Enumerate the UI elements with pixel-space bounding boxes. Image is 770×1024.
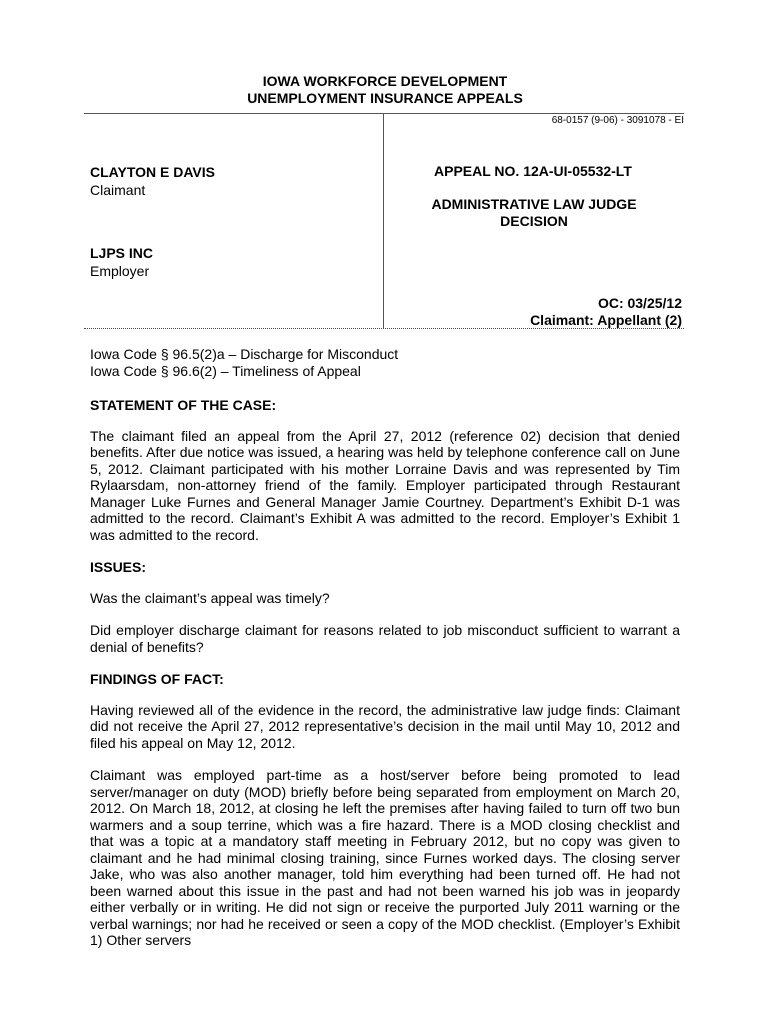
issue-paragraph: Was the claimant’s appeal was timely? [90, 589, 330, 606]
issues-heading: ISSUES: [90, 559, 147, 575]
code-citation: Iowa Code § 96.6(2) – Timeliness of Appeal [90, 362, 361, 379]
employer-block [90, 244, 153, 280]
code-citations [90, 346, 680, 379]
appeal-number: APPEAL NO. 12A-UI-05532-LT [434, 163, 632, 179]
employer-name: LJPS INC [90, 245, 154, 261]
claimant-role: Claimant [90, 182, 146, 198]
issue-paragraph: Did employer discharge claimant for reasons related to job misconduct sufficient to warrant a denial of benefits? [90, 622, 680, 655]
agency-title: IOWA WORKFORCE DEVELOPMENT [262, 73, 508, 89]
header-divider [84, 113, 684, 114]
employer-role: Employer [90, 263, 150, 279]
decision-body [90, 346, 680, 949]
form-number: 68-0157 (9-06) - 3091078 - EI [551, 115, 684, 126]
oc-block [530, 295, 682, 329]
code-citation: Iowa Code § 96.5(2)a – Discharge for Misconduct [90, 346, 399, 362]
statement-paragraph: The claimant filed an appeal from the April 27, 2012 (reference 02) decision that denied benefits. After due notice was issued, a hearing was held by telephone conference call on June 5, 2012. Claimant participated with his mother Lorraine Davis and was represented by Tim Rylaarsdam, non-attorney friend of the family. Employer participated through Restaurant Manager Luke Furnes and General Manager Jamie Courtney. Department’s Exhibit D-1 was admitted to the record. Claimant’s Exhibit A was admitted to the record. Employer’s Exhibit 1 was admitted to the record. [90, 427, 680, 543]
oc-date: OC: 03/25/12 [597, 295, 682, 311]
division-title: UNEMPLOYMENT INSURANCE APPEALS [247, 90, 523, 106]
decision-title [420, 196, 648, 230]
claimant-status: Claimant: Appellant (2) [530, 312, 682, 328]
findings-paragraph: Claimant was employed part-time as a host/server before being promoted to lead server/manager on duty (MOD) briefly before being separated from employment on March 20, 2012. On March 18, 2012, at closing he left the premises after having failed to turn off two bun warmers and a soup terrine, which was a fire hazard. There is a MOD closing checklist and that was a topic at a mandatory staff meeting in February 2012, but no copy was given to claimant and he had minimal closing training, since Furnes worked days. The closing server Jake, who was also another manager, told him everything had been turned off. He had not been warned about this issue in the past and had not been warned his job was in jeopardy either verbally or in writing. He did not sign or receive the purported July 2011 warning or the verbal warnings; nor had he received or seen a copy of the MOD checklist. (Employer’s Exhibit 1) Other servers [90, 767, 680, 948]
claimant-name: CLAYTON E DAVIS [90, 164, 215, 180]
claimant-block [90, 163, 215, 199]
caption-vertical-divider [383, 113, 384, 328]
statement-heading: STATEMENT OF THE CASE: [90, 397, 277, 413]
decision-title-line1: ADMINISTRATIVE LAW JUDGE [431, 196, 637, 212]
decision-title-line2: DECISION [500, 213, 568, 229]
findings-heading: FINDINGS OF FACT: [90, 671, 224, 687]
findings-paragraph: Having reviewed all of the evidence in the record, the administrative law judge finds: Claimant did not receive the April 27, 2012 representative’s decision in the mail until May 10, 2012 and filed his appeal on May 12, 2012. [90, 701, 680, 751]
